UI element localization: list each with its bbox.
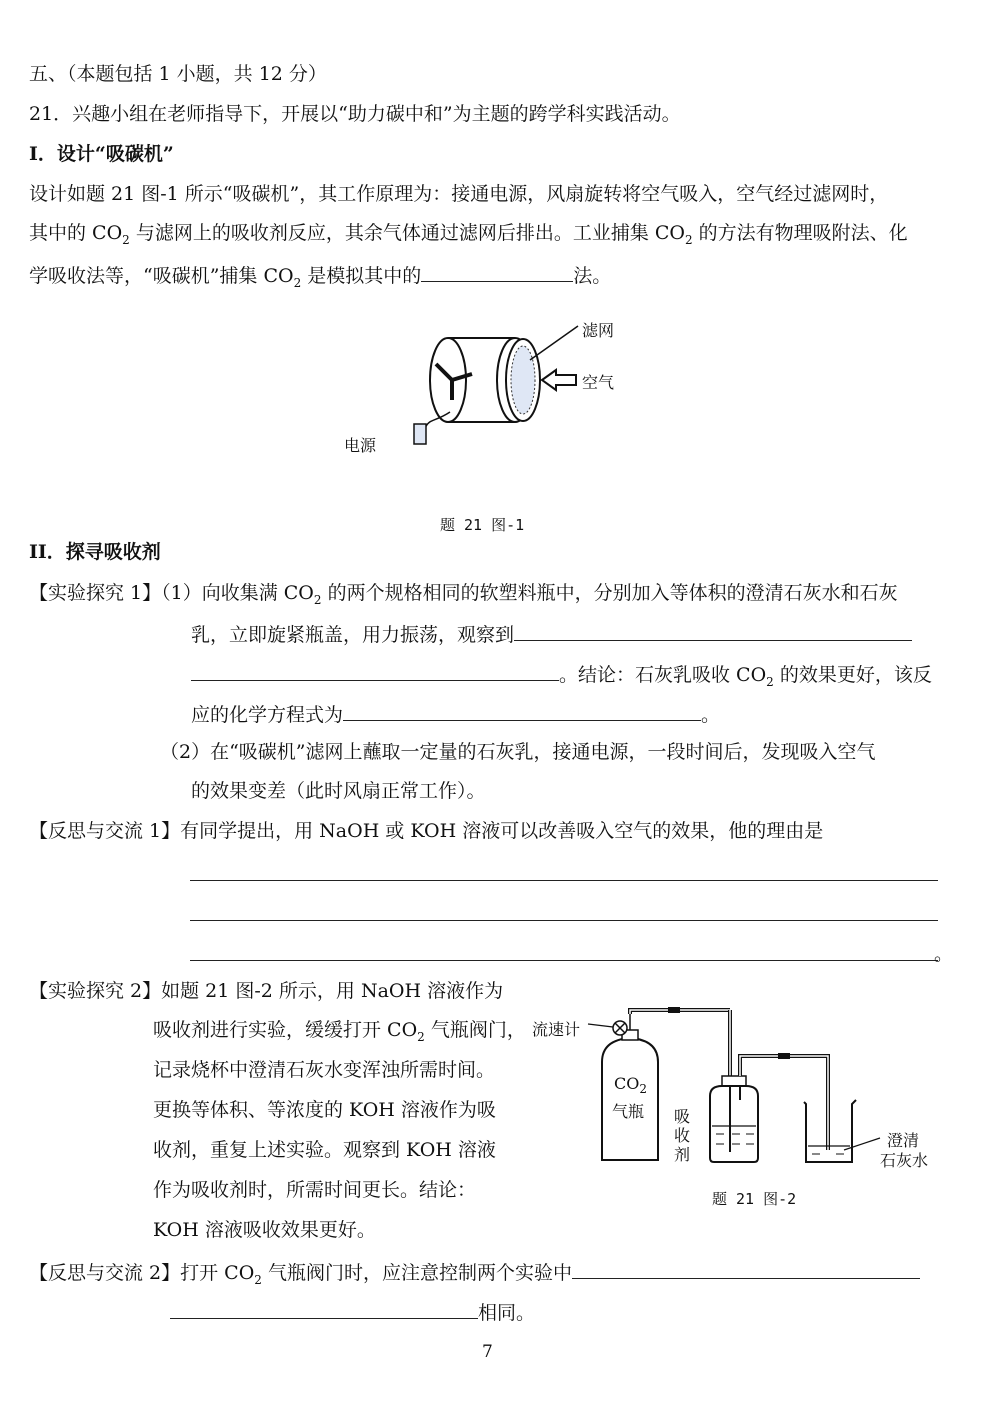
question-intro: 21．兴趣小组在老师指导下，开展以“助力碳中和”为主题的跨学科实践活动。 <box>29 103 681 125</box>
answer-blank-method[interactable] <box>421 261 573 282</box>
reflection2-line1: 【反思与交流 2】打开 $CO_2$ 气瓶阀门时，应注意控制两个实验中 <box>29 1258 920 1285</box>
label-air: 空气 <box>582 373 615 392</box>
reflection1-text: 【反思与交流 1】有同学提出，用 NaOH 或 KOH 溶液可以改善吸入空气的效果，他的理由是 <box>29 820 824 842</box>
exp2-line6: 作为吸收剂时，所需时间更长。结论： <box>153 1179 477 1201</box>
label-flowmeter: 流速计 <box>532 1020 581 1039</box>
part1-line2: 其中的 $CO_2$ 与滤网上的吸收剂反应，其余气体通过滤网后排出。工业捕集 $CO_2$ 的方法有物理吸附法、化 <box>29 222 908 247</box>
answer-line-reason-3[interactable] <box>190 960 938 961</box>
label-limewater-2: 石灰水 <box>880 1151 929 1170</box>
label-absorbent-2: 收 <box>674 1126 691 1145</box>
label-absorbent-1: 吸 <box>674 1107 691 1126</box>
exp2-line3: 记录烧杯中澄清石灰水变浑浊所需时间。 <box>153 1059 496 1081</box>
exp1-line3: 。结论：石灰乳吸收 $CO_2$ 的效果更好，该反 <box>191 660 932 687</box>
exp1-line2: 乳，立即旋紧瓶盖，用力振荡，观察到 <box>191 620 912 647</box>
exp2-line2: 吸收剂进行实验，缓缓打开 $CO_2$ 气瓶阀门， <box>153 1019 526 1044</box>
exp2-line4: 更换等体积、等浓度的 KOH 溶液作为吸 <box>153 1099 496 1121</box>
label-co2: $CO_2$ <box>614 1074 647 1097</box>
exp1-line1: 【实验探究 1】（1）向收集满 $CO_2$ 的两个规格相同的软塑料瓶中，分别加入等体积的澄清石灰水和石灰 <box>29 582 898 607</box>
part1-line3: 学吸收法等，“吸碳机”捕集 $CO_2$ 是模拟其中的 法。 <box>29 261 611 288</box>
flow-meter-icon <box>613 1021 627 1035</box>
answer-blank-control-2[interactable] <box>170 1298 478 1319</box>
exp1-line5: （2）在“吸碳机”滤网上蘸取一定量的石灰乳，接通电源，一段时间后，发现吸入空气 <box>160 741 876 763</box>
answer-blank-equation[interactable] <box>343 700 701 721</box>
part2-heading: II．探寻吸收剂 <box>29 541 161 563</box>
exp1-line6: 的效果变差（此时风扇正常工作）。 <box>191 780 486 802</box>
power-source-icon <box>414 424 426 444</box>
exp2-line1: 【实验探究 2】如题 21 图-2 所示，用 NaOH 溶液作为 <box>29 980 504 1002</box>
label-absorbent-3: 剂 <box>674 1145 691 1164</box>
part1-heading: I．设计“吸碳机” <box>29 143 174 165</box>
figure1-caption: 题 21 图-1 <box>440 516 525 534</box>
label-filter: 滤网 <box>582 321 615 340</box>
exp2-line5: 收剂，重复上述实验。观察到 KOH 溶液 <box>153 1139 496 1161</box>
page-number: 7 <box>482 1342 493 1362</box>
section-heading: 五、（本题包括 1 小题，共 12 分） <box>29 63 327 85</box>
label-power: 电源 <box>344 436 377 455</box>
answer-blank-observation-1[interactable] <box>514 620 912 641</box>
label-cylinder: 气瓶 <box>612 1102 645 1121</box>
gas-cylinder-icon <box>602 1030 658 1160</box>
answer-line-reason-2[interactable] <box>190 920 938 921</box>
exp1-line4: 应的化学方程式为 。 <box>191 700 720 727</box>
answer-blank-control-1[interactable] <box>572 1258 920 1279</box>
answer-line-reason-1[interactable] <box>190 880 938 881</box>
answer-blank-observation-2[interactable] <box>191 660 559 681</box>
label-limewater-1: 澄清 <box>887 1131 920 1150</box>
reflection1-end: 。 <box>934 943 954 965</box>
reflection2-line2: 相同。 <box>170 1298 535 1325</box>
figure2-caption: 题 21 图-2 <box>712 1190 797 1208</box>
absorber-bottle-icon <box>710 1076 758 1162</box>
exp2-line7: KOH 溶液吸收效果更好。 <box>153 1219 376 1241</box>
part1-line1: 设计如题 21 图-1 所示“吸碳机”，其工作原理为：接通电源，风扇旋转将空气吸入，空气经过滤网时， <box>29 183 889 205</box>
